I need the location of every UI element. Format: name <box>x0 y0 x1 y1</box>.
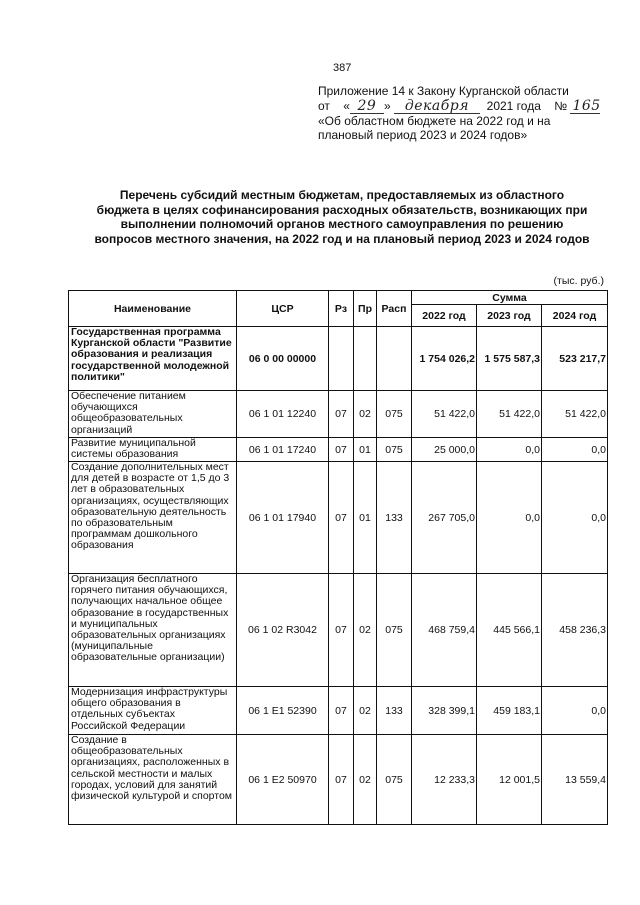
header-name: Наименование <box>69 291 237 327</box>
row-csr: 06 1 02 R3042 <box>237 574 329 687</box>
appendix-header <box>318 84 618 143</box>
row-2022: 1 754 026,2 <box>412 327 477 391</box>
row-csr: 06 1 01 12240 <box>237 391 329 438</box>
appendix-ot: от <box>318 98 330 113</box>
row-name: Обеспечение питанием обучающихся общеобразовательных организаций <box>69 391 237 438</box>
header-2024: 2024 год <box>542 305 608 327</box>
row-pr: 01 <box>354 462 377 574</box>
row-2024: 13 559,4 <box>542 735 608 825</box>
title-line-1: Перечень субсидий местным бюджетам, предоставляемых из областного <box>119 188 565 202</box>
appendix-number: 165 <box>572 97 601 114</box>
units-label: (тыс. руб.) <box>553 275 604 287</box>
row-rz: 07 <box>329 687 354 735</box>
title-line-3: выполнении полномочий органов местного самоуправления по решению <box>120 217 564 231</box>
appendix-line-1: Приложение 14 к Закону Курганской области <box>318 84 569 98</box>
row-name: Модернизация инфраструктуры общего образования в отдельных субъектах Российской Федерации <box>69 687 237 735</box>
row-rz: 07 <box>329 462 354 574</box>
header-rasp: Расп <box>377 291 412 327</box>
header-sum: Сумма <box>412 291 608 305</box>
appendix-close-quote: » <box>383 98 391 113</box>
header-2022: 2022 год <box>412 305 477 327</box>
appendix-month: декабря <box>394 100 480 114</box>
row-csr: 06 1 01 17240 <box>237 438 329 462</box>
row-name: Создание в общеобразовательных организациях, расположенных в сельской местности и малых городах, условий для занятий физической культурой и спортом <box>69 735 237 825</box>
row-pr: 02 <box>354 574 377 687</box>
header-rz: Рз <box>329 291 354 327</box>
row-rasp: 075 <box>377 735 412 825</box>
subsidies-table <box>68 290 608 825</box>
row-2024: 523 217,7 <box>542 327 608 391</box>
row-2023: 0,0 <box>477 462 542 574</box>
appendix-open-quote: « <box>343 98 350 113</box>
row-rasp: 133 <box>377 462 412 574</box>
page-number: 387 <box>333 62 352 74</box>
table-row <box>69 391 608 438</box>
row-2022: 267 705,0 <box>412 462 477 574</box>
row-name: Организация бесплатного горячего питания обучающихся, получающих начальное общее образование в государственных и муниципальных образовательных организациях (муниципальные образовательные организации) <box>69 574 237 687</box>
row-2023: 459 183,1 <box>477 687 542 735</box>
row-rasp: 075 <box>377 391 412 438</box>
row-2023: 51 422,0 <box>477 391 542 438</box>
table-row <box>69 574 608 687</box>
row-2024: 458 236,3 <box>542 574 608 687</box>
row-csr: 06 1 E1 52390 <box>237 687 329 735</box>
appendix-year: 2021 года <box>486 98 541 113</box>
row-pr: 02 <box>354 391 377 438</box>
row-2022: 328 399,1 <box>412 687 477 735</box>
appendix-line-2 <box>318 99 618 114</box>
table-row <box>69 327 608 391</box>
row-2024: 51 422,0 <box>542 391 608 438</box>
row-csr: 06 0 00 00000 <box>237 327 329 391</box>
row-2022: 51 422,0 <box>412 391 477 438</box>
row-rz <box>329 327 354 391</box>
row-2023: 445 566,1 <box>477 574 542 687</box>
row-pr: 01 <box>354 438 377 462</box>
row-name: Развитие муниципальной системы образования <box>69 438 237 462</box>
row-pr: 02 <box>354 735 377 825</box>
table-row <box>69 735 608 825</box>
row-rasp: 075 <box>377 574 412 687</box>
row-rasp <box>377 327 412 391</box>
appendix-line-4: плановый период 2023 и 2024 годов» <box>318 128 528 142</box>
row-csr: 06 1 E2 50970 <box>237 735 329 825</box>
row-2024: 0,0 <box>542 687 608 735</box>
row-rasp: 075 <box>377 438 412 462</box>
row-rz: 07 <box>329 735 354 825</box>
row-2024: 0,0 <box>542 438 608 462</box>
table-row <box>69 462 608 574</box>
row-pr <box>354 327 377 391</box>
header-csr: ЦСР <box>237 291 329 327</box>
row-2023: 12 001,5 <box>477 735 542 825</box>
row-rz: 07 <box>329 438 354 462</box>
title-line-2: бюджета в целях софинансирования расходных обязательств, возникающих при <box>96 202 588 217</box>
row-2022: 12 233,3 <box>412 735 477 825</box>
row-2024: 0,0 <box>542 462 608 574</box>
document-title <box>62 188 622 246</box>
row-rasp: 133 <box>377 687 412 735</box>
header-2023: 2023 год <box>477 305 542 327</box>
row-2023: 1 575 587,3 <box>477 327 542 391</box>
row-name: Создание дополнительных мест для детей в возрасте от 1,5 до 3 лет в образовательных организациях, осуществляющих образовательную деятельность по образовательным программам дошкольного образования <box>69 462 237 574</box>
row-rz: 07 <box>329 574 354 687</box>
row-pr: 02 <box>354 687 377 735</box>
table-row <box>69 687 608 735</box>
header-pr: Пр <box>354 291 377 327</box>
row-csr: 06 1 01 17940 <box>237 462 329 574</box>
row-2023: 0,0 <box>477 438 542 462</box>
appendix-day: 29 <box>350 100 384 114</box>
table-row <box>69 438 608 462</box>
appendix-num-sign: № <box>554 98 568 113</box>
row-name: Государственная программа Курганской области "Развитие образования и реализация государственной молодежной политики" <box>69 327 237 391</box>
row-2022: 25 000,0 <box>412 438 477 462</box>
title-line-4: вопросов местного значения, на 2022 год и на плановый период 2023 и 2024 годов <box>94 231 590 246</box>
row-2022: 468 759,4 <box>412 574 477 687</box>
appendix-line-3: «Об областном бюджете на 2022 год и на <box>318 113 551 128</box>
row-rz: 07 <box>329 391 354 438</box>
